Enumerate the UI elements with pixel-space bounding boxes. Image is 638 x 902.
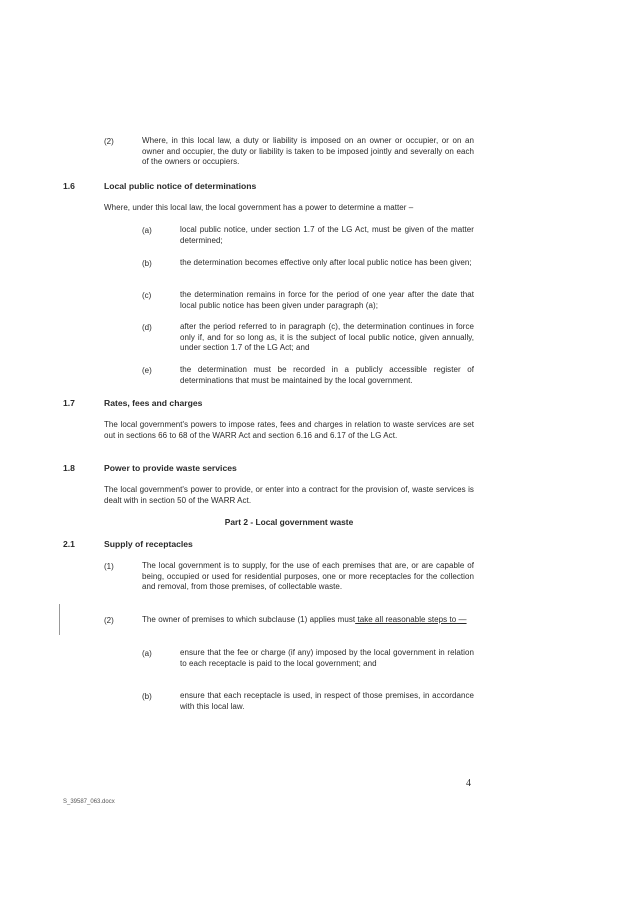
- clause-text-plain: The owner of premises to which subclause (1) applies must: [142, 615, 356, 624]
- item-label: (b): [142, 259, 152, 268]
- item-text: ensure that the fee or charge (if any) imposed by the local government in relation to each receptacle is paid to the local government; and: [180, 648, 474, 668]
- item-text: after the period referred to in paragraph (c), the determination continues in force only if, and for so long as, it is the subject of local public notice, given annually, under section 1.7 of the LG Act; and: [180, 322, 474, 352]
- clause-number: (2): [104, 137, 114, 146]
- item-label: (b): [142, 692, 152, 701]
- section-number: 1.6: [63, 181, 75, 191]
- item-label: (d): [142, 323, 152, 332]
- item-text: local public notice, under section 1.7 of the LG Act, must be given of the matter determined;: [180, 225, 474, 245]
- section-intro: Where, under this local law, the local government has a power to determine a matter –: [104, 203, 414, 212]
- clause-text-underlined: take all reasonable steps to —: [355, 615, 467, 624]
- item-label: (a): [142, 649, 152, 658]
- item-text: ensure that each receptacle is used, in respect of those premises, in accordance with this local law.: [180, 691, 474, 711]
- section-text: The local government's powers to impose rates, fees and charges in relation to waste services are set out in sections 66 to 68 of the WARR Act and section 6.16 and 6.17 of the LG Act.: [104, 420, 474, 440]
- clause-text: [142, 615, 474, 626]
- item-label: (e): [142, 366, 152, 375]
- item-label: (c): [142, 291, 152, 300]
- clause-text: Where, in this local law, a duty or liability is imposed on an owner or occupier, or on an owner and occupier, the duty or liability is taken to be imposed jointly and severally on each of the owners or occupiers.: [142, 136, 474, 166]
- item-text: the determination remains in force for the period of one year after the date that local public notice has been given under paragraph (a);: [180, 290, 474, 310]
- section-heading: Power to provide waste services: [104, 463, 237, 473]
- section-text: The local government's power to provide, or enter into a contract for the provision of, waste services is dealt with in section 50 of the WARR Act.: [104, 485, 474, 505]
- item-text: the determination becomes effective only after local public notice has been given;: [180, 258, 472, 267]
- section-number: 2.1: [63, 539, 75, 549]
- section-heading: Supply of receptacles: [104, 539, 193, 549]
- item-label: (a): [142, 226, 152, 235]
- clause-number: (1): [104, 562, 114, 571]
- clause-number: (2): [104, 616, 114, 625]
- page-number: 4: [466, 778, 471, 789]
- section-number: 1.8: [63, 463, 75, 473]
- section-heading: Rates, fees and charges: [104, 398, 203, 408]
- item-text: the determination must be recorded in a publicly accessible register of determinations that must be maintained by the local government.: [180, 365, 474, 385]
- document-reference: S_39587_063.docx: [63, 799, 115, 805]
- section-heading: Local public notice of determinations: [104, 181, 257, 191]
- part-title: Part 2 - Local government waste: [224, 517, 354, 527]
- section-number: 1.7: [63, 398, 75, 408]
- clause-text: The local government is to supply, for the use of each premises that are, or are capable of being, occupied or used for residential purposes, one or more receptacles for the collection and removal, from those premises, of collectable waste.: [142, 561, 474, 591]
- revision-bar: [59, 604, 60, 635]
